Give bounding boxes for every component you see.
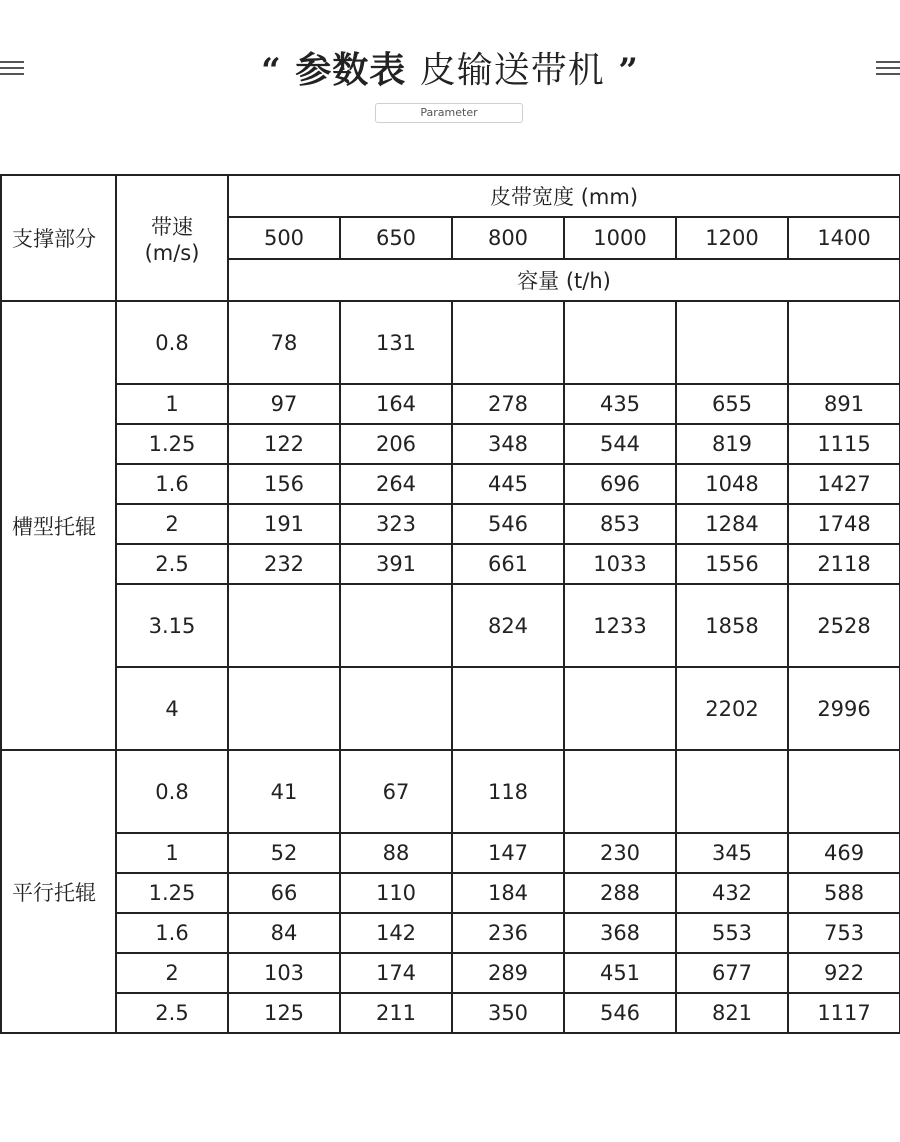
capacity-cell: 1048: [676, 464, 788, 504]
capacity-cell: 78: [228, 301, 340, 384]
support-type-cell: 平行托辊: [1, 750, 116, 1033]
speed-header: [116, 175, 228, 301]
capacity-cell: [228, 584, 340, 667]
capacity-cell: 1115: [788, 424, 900, 464]
table-row: [1, 953, 900, 993]
width-cell: 500: [228, 217, 340, 259]
capacity-cell: 2528: [788, 584, 900, 667]
capacity-cell: 103: [228, 953, 340, 993]
speed-header-line2: (m/s): [144, 241, 200, 265]
capacity-cell: 184: [452, 873, 564, 913]
capacity-cell: 1556: [676, 544, 788, 584]
speed-cell: 1: [116, 384, 228, 424]
capacity-cell: 323: [340, 504, 452, 544]
capacity-cell: [788, 301, 900, 384]
capacity-cell: 84: [228, 913, 340, 953]
page-title: [0, 42, 900, 93]
capacity-cell: 278: [452, 384, 564, 424]
capacity-cell: 41: [228, 750, 340, 833]
speed-cell: 1.6: [116, 464, 228, 504]
width-cell: 1400: [788, 217, 900, 259]
title-bold: 参数表: [295, 50, 407, 91]
capacity-cell: 345: [676, 833, 788, 873]
table-row: [1, 913, 900, 953]
capacity-cell: 350: [452, 993, 564, 1033]
table-row: [1, 504, 900, 544]
speed-cell: 3.15: [116, 584, 228, 667]
capacity-cell: 230: [564, 833, 676, 873]
capacity-cell: 661: [452, 544, 564, 584]
table-row: [1, 750, 900, 833]
width-header: 皮带宽度 (mm): [228, 175, 900, 217]
capacity-cell: 553: [676, 913, 788, 953]
capacity-cell: 753: [788, 913, 900, 953]
capacity-cell: 97: [228, 384, 340, 424]
width-cell: 800: [452, 217, 564, 259]
table-row: [1, 424, 900, 464]
capacity-cell: 125: [228, 993, 340, 1033]
capacity-cell: 348: [452, 424, 564, 464]
capacity-cell: 118: [452, 750, 564, 833]
capacity-cell: 546: [452, 504, 564, 544]
capacity-cell: 52: [228, 833, 340, 873]
table-row: [1, 993, 900, 1033]
capacity-cell: 1033: [564, 544, 676, 584]
capacity-cell: 264: [340, 464, 452, 504]
speed-cell: 4: [116, 667, 228, 750]
capacity-cell: 2202: [676, 667, 788, 750]
capacity-cell: 1427: [788, 464, 900, 504]
capacity-cell: 891: [788, 384, 900, 424]
speed-cell: 1.25: [116, 873, 228, 913]
capacity-cell: 236: [452, 913, 564, 953]
capacity-cell: 122: [228, 424, 340, 464]
capacity-cell: [452, 667, 564, 750]
capacity-cell: 288: [564, 873, 676, 913]
capacity-cell: 432: [676, 873, 788, 913]
capacity-cell: [788, 750, 900, 833]
speed-header-line1: 带速: [151, 215, 193, 239]
capacity-cell: 174: [340, 953, 452, 993]
capacity-cell: 110: [340, 873, 452, 913]
capacity-cell: 88: [340, 833, 452, 873]
table-row: [1, 873, 900, 913]
capacity-cell: 451: [564, 953, 676, 993]
support-type-cell: 槽型托辊: [1, 301, 116, 750]
capacity-cell: 544: [564, 424, 676, 464]
table-row: [1, 464, 900, 504]
title-normal: 皮输送带机: [419, 50, 605, 91]
speed-cell: 2: [116, 953, 228, 993]
capacity-cell: 824: [452, 584, 564, 667]
capacity-cell: 391: [340, 544, 452, 584]
capacity-cell: 131: [340, 301, 452, 384]
capacity-cell: 232: [228, 544, 340, 584]
capacity-cell: [340, 667, 452, 750]
capacity-cell: 164: [340, 384, 452, 424]
capacity-cell: 2996: [788, 667, 900, 750]
capacity-cell: 2118: [788, 544, 900, 584]
table-row: [1, 384, 900, 424]
capacity-cell: [228, 667, 340, 750]
capacity-cell: 677: [676, 953, 788, 993]
capacity-cell: 191: [228, 504, 340, 544]
capacity-cell: 1748: [788, 504, 900, 544]
capacity-cell: 922: [788, 953, 900, 993]
capacity-cell: [676, 750, 788, 833]
capacity-cell: [564, 667, 676, 750]
speed-cell: 1.25: [116, 424, 228, 464]
speed-cell: 2.5: [116, 544, 228, 584]
capacity-cell: 66: [228, 873, 340, 913]
capacity-cell: 819: [676, 424, 788, 464]
speed-cell: 0.8: [116, 750, 228, 833]
capacity-cell: [452, 301, 564, 384]
capacity-cell: 853: [564, 504, 676, 544]
capacity-cell: 211: [340, 993, 452, 1033]
width-cell: 1200: [676, 217, 788, 259]
capacity-cell: 147: [452, 833, 564, 873]
capacity-cell: 655: [676, 384, 788, 424]
capacity-header: 容量 (t/h): [228, 259, 900, 301]
quote-close: ”: [618, 51, 639, 91]
capacity-cell: 546: [564, 993, 676, 1033]
speed-cell: 2: [116, 504, 228, 544]
capacity-cell: 1233: [564, 584, 676, 667]
parameter-table: [0, 174, 900, 1034]
capacity-cell: 289: [452, 953, 564, 993]
table-row: [1, 667, 900, 750]
capacity-cell: 368: [564, 913, 676, 953]
capacity-cell: 156: [228, 464, 340, 504]
capacity-cell: 821: [676, 993, 788, 1033]
table-row: [1, 544, 900, 584]
capacity-cell: 1117: [788, 993, 900, 1033]
width-cell: 650: [340, 217, 452, 259]
capacity-cell: 696: [564, 464, 676, 504]
quote-open: “: [261, 51, 282, 91]
subtitle-label: Parameter: [375, 103, 523, 123]
speed-cell: 2.5: [116, 993, 228, 1033]
table-row: [1, 833, 900, 873]
table-row: [1, 301, 900, 384]
capacity-cell: 435: [564, 384, 676, 424]
capacity-cell: 67: [340, 750, 452, 833]
capacity-cell: 588: [788, 873, 900, 913]
support-header: 支撑部分: [1, 175, 116, 301]
capacity-cell: 142: [340, 913, 452, 953]
speed-cell: 0.8: [116, 301, 228, 384]
capacity-cell: [564, 750, 676, 833]
speed-cell: 1.6: [116, 913, 228, 953]
width-cell: 1000: [564, 217, 676, 259]
table-row: [1, 584, 900, 667]
capacity-cell: 469: [788, 833, 900, 873]
capacity-cell: 445: [452, 464, 564, 504]
capacity-cell: 1858: [676, 584, 788, 667]
speed-cell: 1: [116, 833, 228, 873]
capacity-cell: [676, 301, 788, 384]
capacity-cell: [340, 584, 452, 667]
capacity-cell: [564, 301, 676, 384]
capacity-cell: 1284: [676, 504, 788, 544]
capacity-cell: 206: [340, 424, 452, 464]
